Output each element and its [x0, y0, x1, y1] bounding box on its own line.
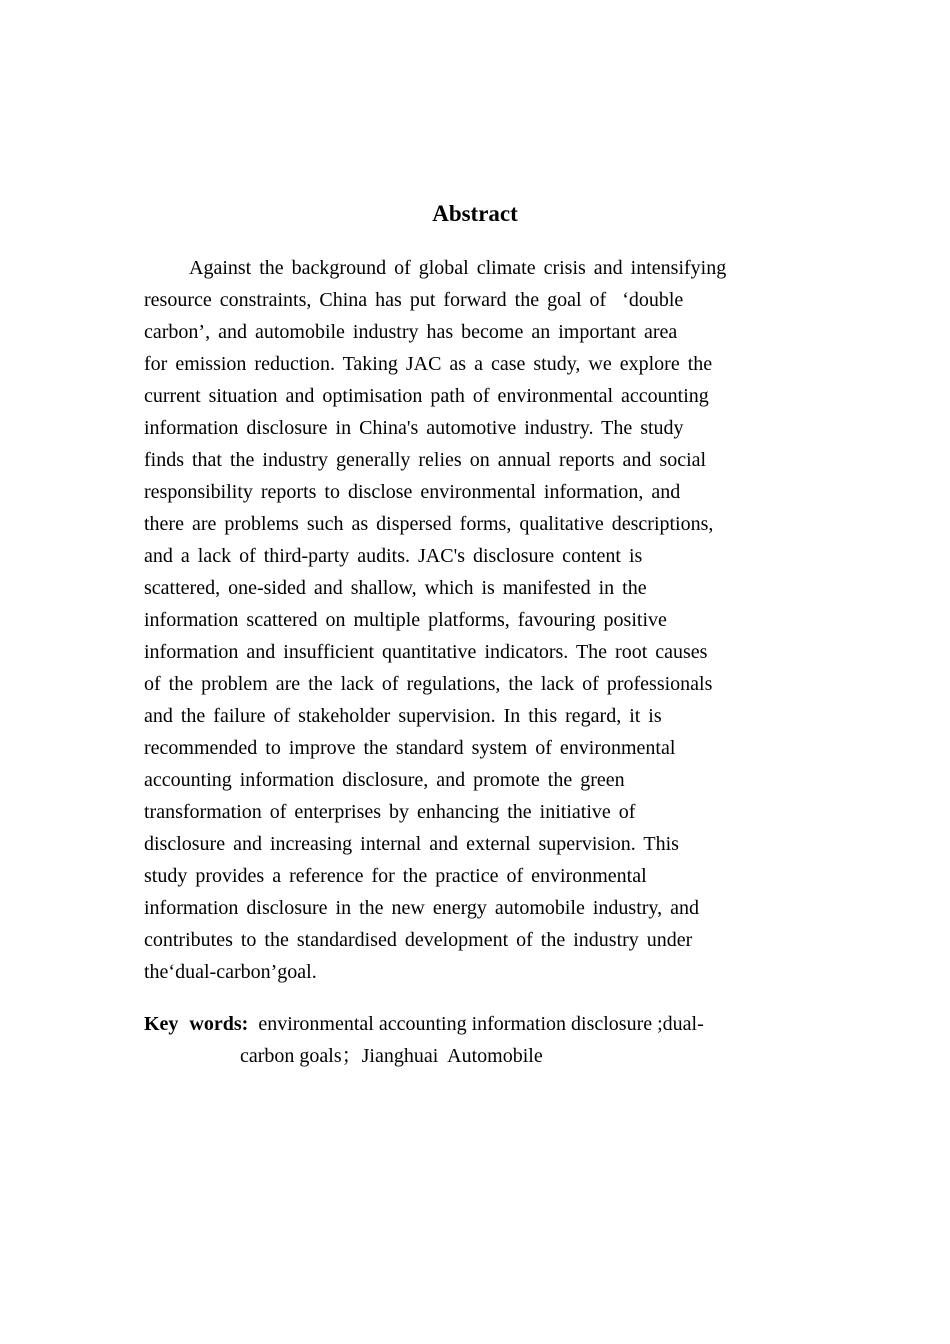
- abstract-line: finds that the industry generally relies on annual reports and social: [144, 449, 707, 471]
- abstract-line: study provides a reference for the practice of environmental: [144, 865, 647, 887]
- abstract-body: [144, 252, 824, 988]
- abstract-line: of the problem are the lack of regulations, the lack of professionals: [144, 673, 713, 695]
- keywords-section: [144, 1008, 824, 1072]
- abstract-line: the‘dual-carbon’goal.: [144, 961, 317, 983]
- abstract-line: Against the background of global climate crisis and intensifying: [189, 257, 727, 279]
- abstract-line: information disclosure in the new energy automobile industry, and: [144, 897, 699, 919]
- abstract-line: and the failure of stakeholder supervision. In this regard, it is: [144, 705, 662, 727]
- abstract-line: information and insufficient quantitative indicators. The root causes: [144, 641, 708, 663]
- abstract-line: resource constraints, China has put forward the goal of ‘double: [144, 289, 684, 311]
- keywords-text: environmental accounting information disclosure ;dual-: [258, 1013, 704, 1035]
- abstract-line: information disclosure in China's automotive industry. The study: [144, 417, 684, 439]
- abstract-line: current situation and optimisation path of environmental accounting: [144, 385, 709, 407]
- keywords-line-2: carbon goals；Jianghuai Automobile: [240, 1045, 543, 1067]
- abstract-line: information scattered on multiple platforms, favouring positive: [144, 609, 667, 631]
- abstract-line: contributes to the standardised development of the industry under: [144, 929, 693, 951]
- keywords-label: Key words:: [144, 1013, 249, 1035]
- abstract-line: disclosure and increasing internal and external supervision. This: [144, 833, 679, 855]
- abstract-line: carbon’, and automobile industry has become an important area: [144, 321, 678, 343]
- keywords-line-1: [144, 1008, 824, 1040]
- abstract-line: scattered, one-sided and shallow, which is manifested in the: [144, 577, 647, 599]
- abstract-title: Abstract: [432, 201, 518, 226]
- abstract-line: there are problems such as dispersed forms, qualitative descriptions,: [144, 513, 714, 535]
- abstract-line: for emission reduction. Taking JAC as a case study, we explore the: [144, 353, 713, 375]
- abstract-line: transformation of enterprises by enhancing the initiative of: [144, 801, 636, 823]
- abstract-line: responsibility reports to disclose environmental information, and: [144, 481, 681, 503]
- abstract-line: and a lack of third-party audits. JAC's disclosure content is: [144, 545, 643, 567]
- abstract-line: accounting information disclosure, and promote the green: [144, 769, 625, 791]
- abstract-line: recommended to improve the standard system of environmental: [144, 737, 676, 759]
